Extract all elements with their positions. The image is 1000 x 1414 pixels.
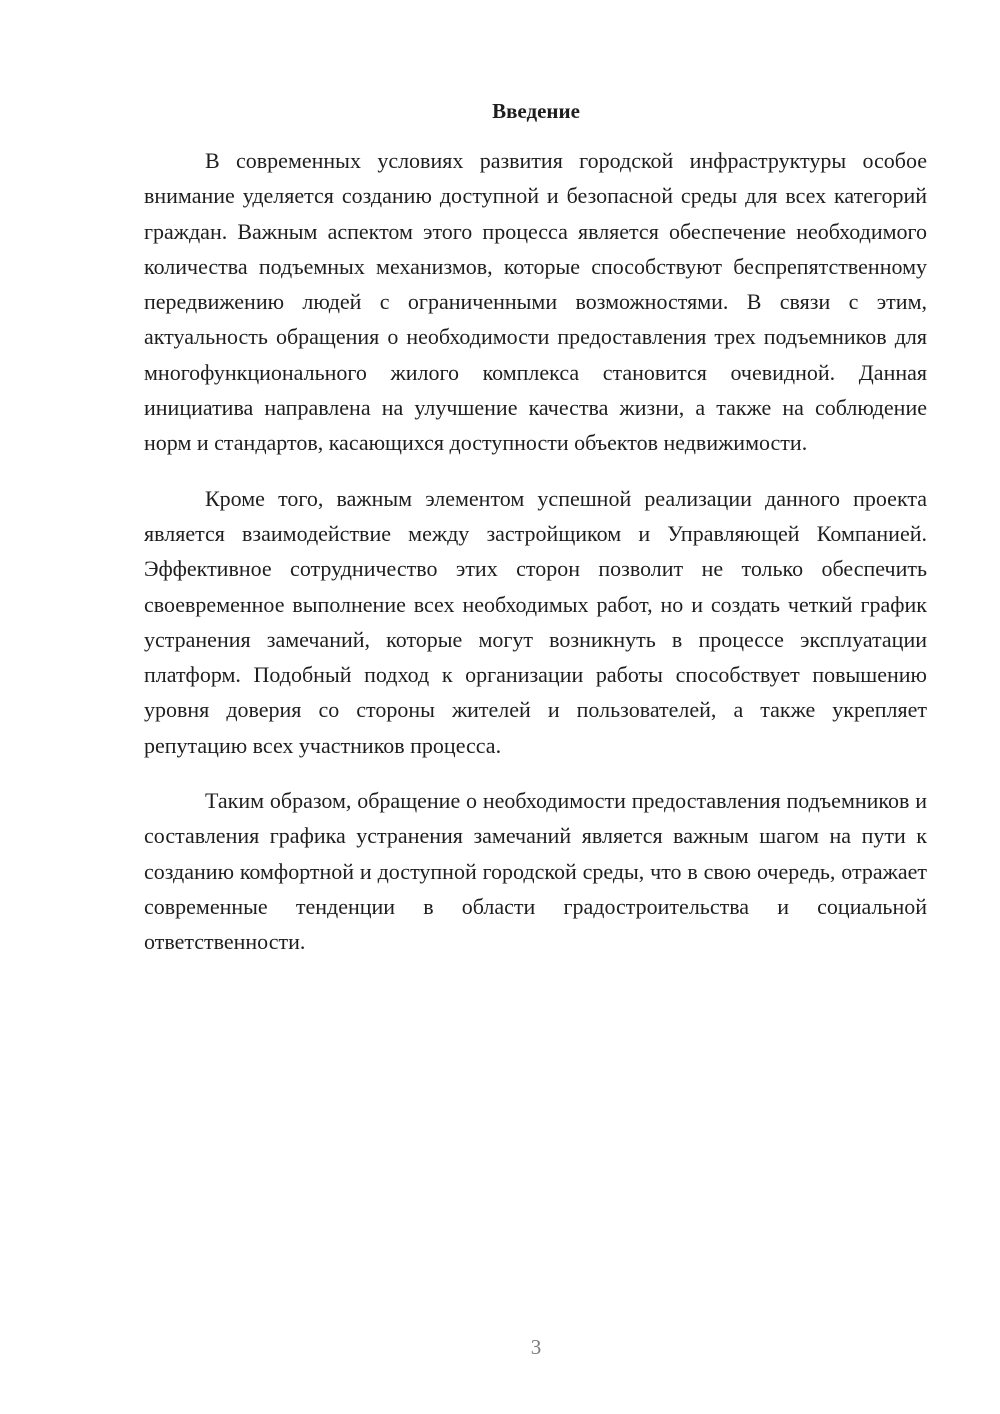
- document-body: [144, 143, 927, 960]
- paragraph-2: Кроме того, важным элементом успешной реализации данного проекта является взаимодействие между застройщиком и Управляющей Компанией. Эффективное сотрудничество этих сторон позволит не только обеспечить своевременное выполнение всех необходимых работ, но и создать четкий график устранения замечаний, которые могут возникнуть в процессе эксплуатации платформ. Подобный подход к организации работы способствует повышению уровня доверия со стороны жителей и пользователей, а также укрепляет репутацию всех участников процесса.: [144, 485, 927, 758]
- paragraph-3: Таким образом, обращение о необходимости предоставления подъемников и составления графика устранения замечаний является важным шагом на пути к созданию комфортной и доступной городской среды, что в свою очередь, отражает современные тенденции в области градостроительства и социальной ответственности.: [144, 788, 927, 955]
- paragraph-1: В современных условиях развития городской инфраструктуры особое внимание уделяется созданию доступной и безопасной среды для всех категорий граждан. Важным аспектом этого процесса является обеспечение необходимого количества подъемных механизмов, которые способствуют беспрепятственному передвижению людей с ограниченными возможностями. В связи с этим, актуальность обращения о необходимости предоставления трех подъемников для многофункционального жилого комплекса становится очевидной. Данная инициатива направлена на улучшение качества жизни, а также на соблюдение норм и стандартов, касающихся доступности объектов недвижимости.: [144, 148, 927, 456]
- page-number: 3: [530, 1335, 542, 1359]
- section-heading: Введение: [492, 99, 580, 123]
